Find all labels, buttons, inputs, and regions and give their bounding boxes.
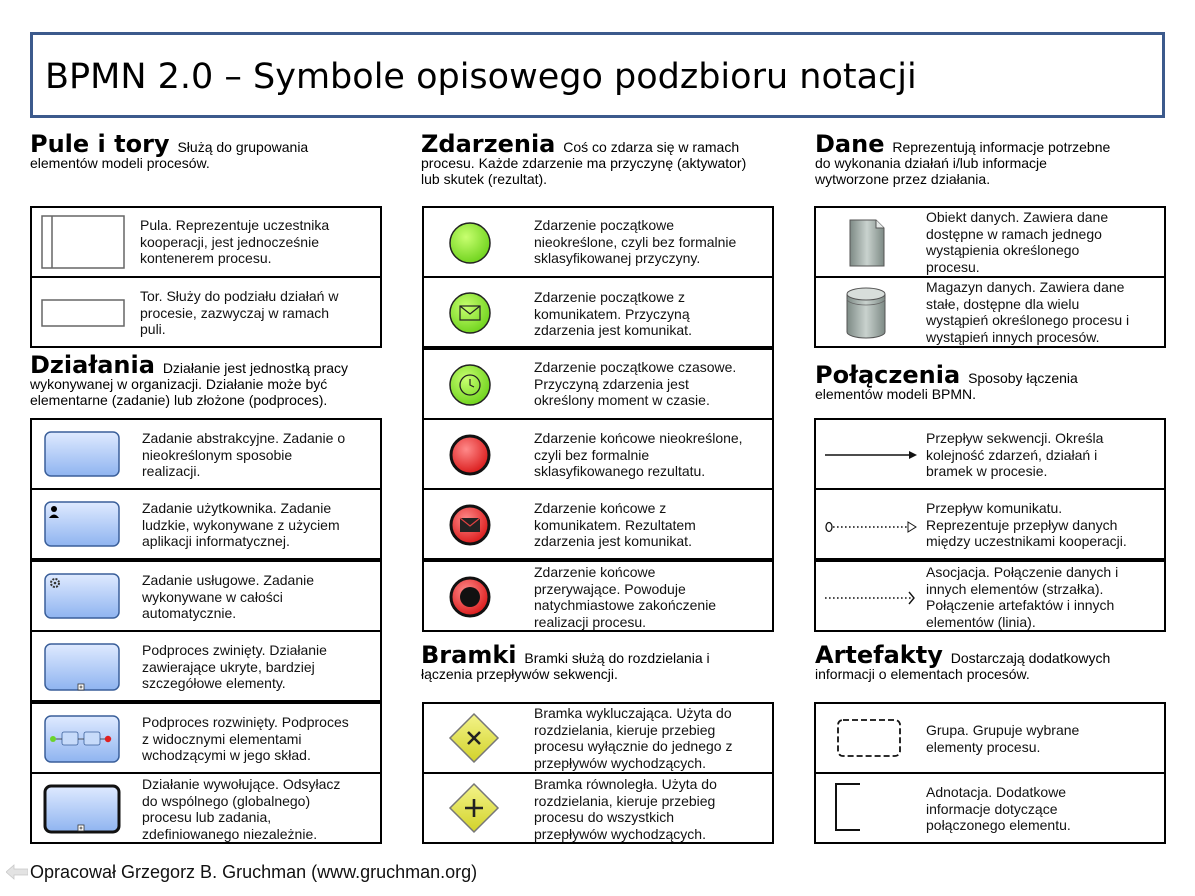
user-task-desc: Zadanie użytkownika. Zadanie ludzkie, wykonywane z użyciem aplikacji informatycznej. (142, 500, 340, 549)
data-object-desc: Obiekt danych. Zawiera dane dostępne w ramach jednego wystąpienia określonego procesu. (926, 209, 1109, 275)
annotation-desc: Adnotacja. Dodatkowe informacje dotyczące połączonego elementu. (926, 784, 1071, 833)
section-gateways-title: Bramki (421, 641, 517, 669)
expanded-subprocess-desc: Podproces rozwinięty. Podproces z widocznymi elementami wchodzącymi w jego skład. (142, 714, 349, 763)
terminate-end-event-icon (424, 562, 524, 630)
item-association (814, 560, 1166, 632)
item-sequence-flow (814, 418, 1166, 490)
section-gateways-header: Bramki Bramki służą do rozdzielania i łączenia przepływów sekwencji. (421, 641, 710, 682)
item-start-message (422, 276, 774, 348)
item-service-task (30, 560, 382, 632)
item-abstract-task (30, 418, 382, 490)
title-box (30, 32, 1165, 118)
item-data-object (814, 206, 1166, 278)
item-expanded-subprocess (30, 702, 382, 774)
exclusive-gateway-icon (424, 704, 524, 772)
item-parallel-gateway (422, 772, 774, 844)
data-object-icon (816, 208, 916, 276)
start-event-icon (424, 208, 524, 276)
section-artifacts-header: Artefakty Dostarczają dodatkowych informacji o elementach procesów. (815, 641, 1111, 682)
item-data-store (814, 276, 1166, 348)
item-lane (30, 276, 382, 348)
item-group (814, 702, 1166, 774)
item-exclusive-gateway (422, 702, 774, 774)
association-icon (816, 562, 921, 630)
sequence-flow-icon (816, 420, 921, 488)
section-pools-header (30, 130, 410, 171)
end-none-desc: Zdarzenie końcowe nieokreślone, czyli bez formalnie sklasyfikowanego rezultatu. (534, 430, 743, 479)
item-start-none (422, 206, 774, 278)
section-data-title: Dane (815, 130, 885, 158)
expanded-subprocess-icon (32, 704, 132, 772)
section-activities-header: Działania Działanie jest jednostką pracy wykonywanej w organizacji. Działanie może być elementarne (zadanie) lub złożone (podproces). (30, 351, 349, 408)
item-start-timer (422, 348, 774, 420)
section-pools-desc: Służą do grupowania (177, 139, 309, 155)
collapsed-subprocess-desc: Podproces zwinięty. Działanie zawierające ukryte, bardziej szczegółowe elementy. (142, 642, 327, 691)
item-pool (30, 206, 382, 278)
page-title: BPMN 2.0 – Symbole opisowego podzbioru notacji (45, 57, 917, 97)
call-activity-icon (32, 774, 132, 842)
start-timer-desc: Zdarzenie początkowe czasowe. Przyczyną zdarzenia jest określony moment w czasie. (534, 359, 737, 408)
service-task-desc: Zadanie usługowe. Zadanie wykonywane w całości automatycznie. (142, 572, 315, 621)
item-collapsed-subprocess (30, 630, 382, 702)
start-timer-event-icon (424, 350, 524, 418)
item-message-flow (814, 488, 1166, 560)
section-artifacts-title: Artefakty (815, 641, 943, 669)
parallel-gateway-icon (424, 774, 524, 842)
section-connections-title: Połączenia (815, 361, 961, 389)
end-message-desc: Zdarzenie końcowe z komunikatem. Rezultatem zdarzenia jest komunikat. (534, 500, 696, 549)
start-none-desc: Zdarzenie początkowe nieokreślone, czyli bez formalnie sklasyfikowanej przyczyny. (534, 217, 737, 266)
item-end-message (422, 488, 774, 560)
section-data-header: Dane Reprezentują informacje potrzebne do wykonania działań i/lub informacje wytworzone przez działania. (815, 130, 1111, 187)
exclusive-gateway-desc: Bramka wykluczająca. Użyta do rozdzielania, kieruje przebieg procesu wyłącznie do jednego z przepływów wychodzących. (534, 705, 733, 771)
pool-icon (32, 208, 132, 276)
item-end-terminate (422, 560, 774, 632)
task-icon (32, 420, 132, 488)
section-pools-desc2: elementów modeli procesów. (30, 155, 210, 171)
start-message-desc: Zdarzenie początkowe z komunikatem. Przyczyną zdarzenia jest komunikat. (534, 289, 692, 338)
section-events-title: Zdarzenia (421, 130, 556, 158)
collapsed-subprocess-icon (32, 632, 132, 700)
start-message-event-icon (424, 278, 524, 346)
back-arrow-icon[interactable] (6, 864, 28, 880)
group-desc: Grupa. Grupuje wybrane elementy procesu. (926, 722, 1080, 755)
abstract-task-desc: Zadanie abstrakcyjne. Zadanie o nieokreślonym sposobie realizacji. (142, 430, 346, 479)
data-store-desc: Magazyn danych. Zawiera dane stałe, dostępne dla wielu wystąpień określonego procesu i wystąpień innych procesów. (926, 279, 1130, 345)
item-annotation (814, 772, 1166, 844)
section-activities-title: Działania (30, 351, 155, 379)
section-connections-header: Połączenia Sposoby łączenia elementów modeli BPMN. (815, 361, 1078, 402)
footer-credit: Opracował Grzegorz B. Gruchman (www.gruchman.org) (30, 862, 478, 882)
pool-desc: Pula. Reprezentuje uczestnika kooperacji, jest jednocześnie kontenerem procesu. (140, 217, 330, 266)
end-message-event-icon (424, 490, 524, 558)
item-end-none (422, 418, 774, 490)
message-flow-desc: Przepływ komunikatu. Reprezentuje przepływ danych między uczestnikami kooperacji. (926, 500, 1127, 549)
sequence-flow-desc: Przepływ sekwencji. Określa kolejność zdarzeń, działań i bramek w procesie. (926, 430, 1104, 479)
lane-icon (32, 278, 132, 346)
user-task-icon (32, 490, 132, 558)
item-call-activity (30, 772, 382, 844)
item-user-task (30, 488, 382, 560)
end-terminate-desc: Zdarzenie końcowe przerywające. Powoduje natychmiastowe zakończenie realizacji procesu. (534, 564, 717, 630)
parallel-gateway-desc: Bramka równoległa. Użyta do rozdzielania, kieruje przebieg procesu do wszystkich przepływów wychodzących. (534, 776, 717, 842)
section-events-header: Zdarzenia Coś co zdarza się w ramach procesu. Każde zdarzenie ma przyczynę (aktywator) lub skutek (rezultat). (421, 130, 747, 187)
association-desc: Asocjacja. Połączenie danych i innych elementów (strzałka). Połączenie artefaktów i innych elementów (linia). (926, 564, 1119, 630)
call-activity-desc: Działanie wywołujące. Odsyłacz do wspólnego (globalnego) procesu lub zadania, zdefiniowanego niezależnie. (142, 776, 341, 842)
service-task-icon (32, 562, 132, 630)
end-event-icon (424, 420, 524, 488)
annotation-icon (816, 774, 921, 842)
lane-desc: Tor. Służy do podziału działań w procesie, zazwyczaj w ramach puli. (140, 288, 339, 337)
data-store-icon (816, 278, 916, 346)
section-activities-desc: Działanie jest jednostką pracy (162, 360, 349, 376)
message-flow-icon (816, 490, 921, 558)
section-pools-title: Pule i tory (30, 130, 170, 158)
group-icon (816, 704, 921, 772)
